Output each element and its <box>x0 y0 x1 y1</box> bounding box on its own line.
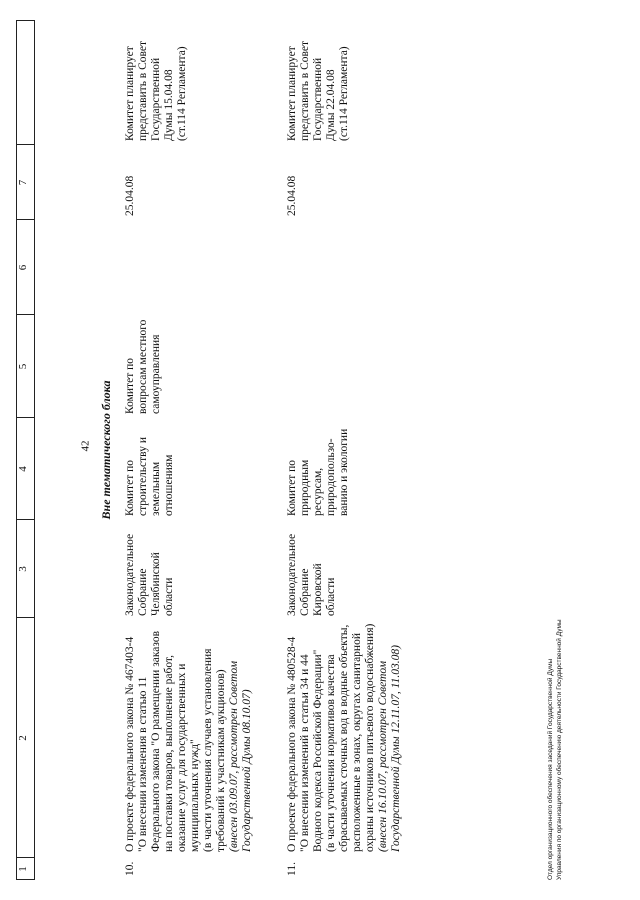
section-title: Вне тематического блока <box>99 380 113 520</box>
committee-line: строительству и <box>137 437 149 516</box>
committee-line: ресурсам, <box>312 467 324 516</box>
description-line: (в части уточнения нормативов качества <box>325 654 337 852</box>
initiator-line: Собрание Кировской <box>299 563 324 616</box>
committee-line: вопросам местного <box>137 319 149 414</box>
initiator-line: Законодательное <box>286 533 298 616</box>
footer <box>546 180 564 880</box>
description-line: О проекте федерального закона № 480528-4 <box>286 636 298 852</box>
co-committee <box>124 316 163 414</box>
page-number: 42 <box>79 440 92 452</box>
submission-note: Государственной Думы 12.11.07, 11.03.08) <box>390 645 402 852</box>
deadline-date: 25.04.08 <box>286 175 298 216</box>
row-number: 11. <box>286 862 298 876</box>
plan-line: Думы 22.04.08 <box>325 69 337 141</box>
initiator-line: Собрание <box>137 568 149 616</box>
initiator-line: области <box>325 577 337 616</box>
committee-line: ванию и экологии <box>338 428 350 516</box>
initiator <box>286 520 338 616</box>
column-number: 4 <box>17 466 29 472</box>
committee-line: земельным <box>150 461 162 516</box>
plan-line: Комитет планирует <box>124 46 136 141</box>
committee-line: природопользо- <box>325 438 337 516</box>
col-divider <box>16 20 34 21</box>
description-line: расположенные в зонах, округах санитарной <box>351 633 363 852</box>
plan-line: представить в Совет <box>299 40 311 141</box>
bill-description <box>124 620 254 852</box>
description-line: Водного кодекса Российской Федерации" <box>312 649 324 852</box>
description-line: оказание услуг для государственных и <box>176 663 188 852</box>
column-number: 6 <box>17 264 29 271</box>
column-number: 2 <box>17 735 29 741</box>
plan-note <box>124 21 189 141</box>
column-number: 1 <box>17 866 29 872</box>
plan-line: представить в Совет <box>137 40 149 141</box>
lead-committee <box>124 418 176 516</box>
plan-line: Государственной <box>312 57 324 141</box>
bill-description <box>286 620 403 852</box>
header-bottom-line <box>34 20 35 880</box>
description-line: "О внесении изменения в статью 11 <box>137 676 149 852</box>
footer-line: Отдел организационного обеспечения заседаний Государственной Думы <box>547 658 554 880</box>
submission-note: Государственной Думы 08.10.07) <box>241 689 253 852</box>
committee-line: Комитет по <box>124 460 136 516</box>
committee-line: природным <box>299 459 311 516</box>
footer-line: Управления по организационному обеспечению деятельности Государственной Думы <box>556 619 563 880</box>
description-line: муниципальных нужд" <box>189 739 201 852</box>
row-number: 10. <box>124 861 136 876</box>
committee-line: Комитет по <box>124 358 136 414</box>
description-line: требований к участникам аукционов) <box>215 669 227 852</box>
lead-committee <box>286 418 351 516</box>
initiator <box>124 520 176 616</box>
submission-note: (внесен 16.10.07, рассмотрен Советом <box>377 660 389 852</box>
plan-note <box>286 21 351 141</box>
committee-line: отношениям <box>163 454 175 516</box>
initiator-line: Законодательное <box>124 533 136 616</box>
column-number: 7 <box>17 179 29 186</box>
plan-line: (ст.114 Регламента) <box>176 46 188 141</box>
description-line: "О внесении изменений в статьи 34 и 44 <box>299 654 311 852</box>
column-number: 3 <box>17 566 29 572</box>
deadline-date: 25.04.08 <box>124 175 136 216</box>
committee-line: Комитет по <box>286 460 298 516</box>
committee-line: самоуправления <box>150 334 162 414</box>
description-line: на поставки товаров, выполнение работ, <box>163 655 175 852</box>
plan-line: Комитет планирует <box>286 46 298 141</box>
description-line: охраны источников питьевого водоснабжения) <box>364 623 376 852</box>
plan-line: Думы 15.04.08 <box>163 69 175 141</box>
plan-line: Государственной <box>150 57 162 141</box>
document-page <box>16 20 581 880</box>
submission-note: (внесен 03.09.07, рассмотрен Советом <box>228 660 240 852</box>
description-line: сбрасываемых сточных вод в водные объекты, <box>338 624 350 852</box>
description-line: Федерального закона "О размещении заказов <box>150 630 162 852</box>
column-number: 5 <box>17 363 29 370</box>
description-line: (в части уточнения случаев установления <box>202 648 214 852</box>
initiator-line: Челябинской области <box>150 552 175 616</box>
plan-line: (ст.114 Регламента) <box>338 46 350 141</box>
description-line: О проекте федерального закона № 467403-4 <box>124 636 136 852</box>
